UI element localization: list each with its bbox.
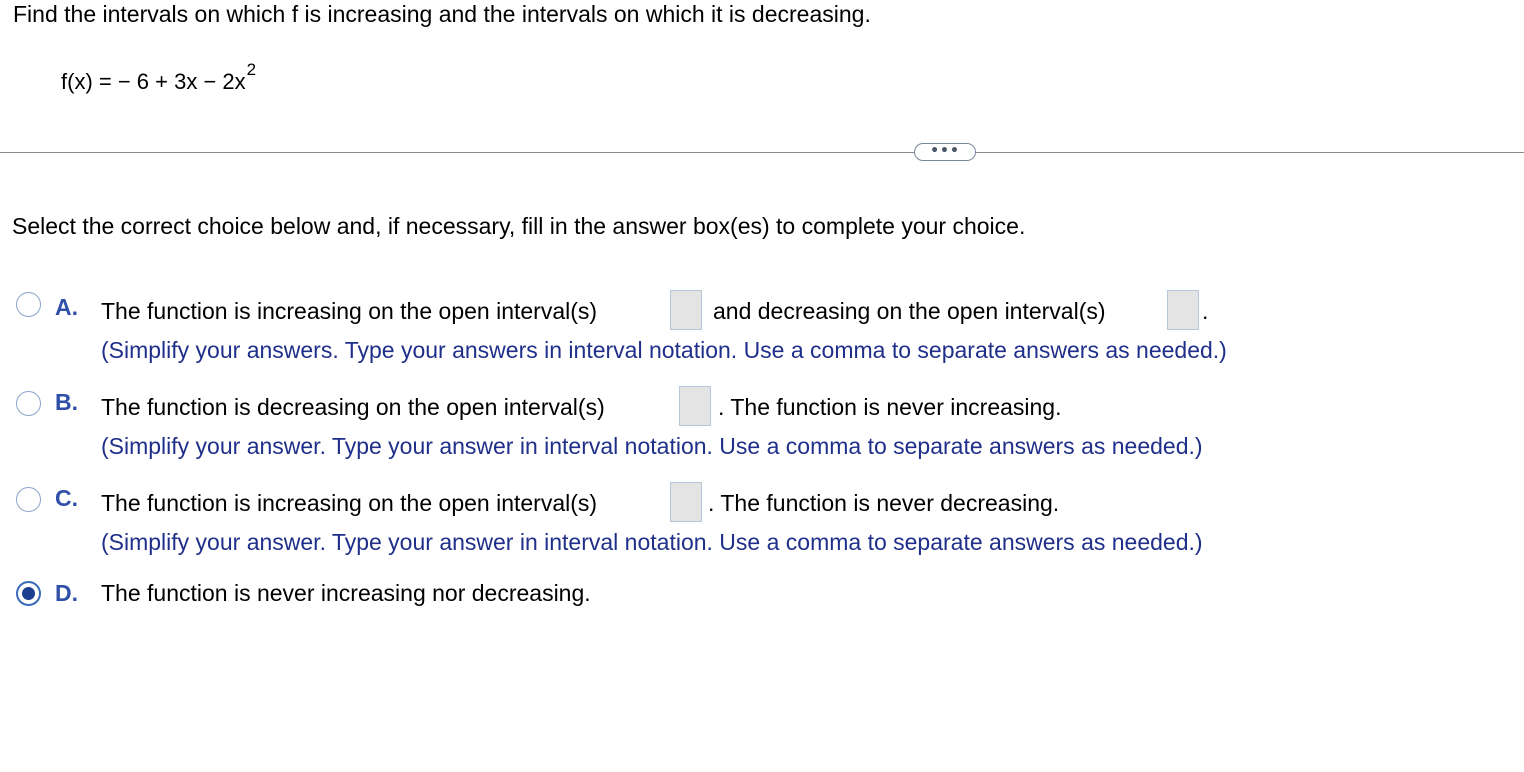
choice-b-hint: (Simplify your answer. Type your answer in interval notation. Use a comma to separate answers as needed.) bbox=[101, 433, 1203, 459]
choice-c-text-part2: . The function is never decreasing. bbox=[708, 490, 1060, 516]
more-options-button[interactable]: ••• bbox=[914, 143, 976, 161]
choice-a-text-part3: . bbox=[1202, 298, 1209, 324]
choice-b-text-part2: . The function is never increasing. bbox=[718, 394, 1062, 420]
choice-a-radio[interactable] bbox=[16, 292, 41, 317]
instruction-text: Select the correct choice below and, if necessary, fill in the answer box(es) to complete your choice. bbox=[12, 213, 1026, 239]
choice-c-radio[interactable] bbox=[16, 487, 41, 512]
choice-a-hint: (Simplify your answers. Type your answers in interval notation. Use a comma to separate answers as needed.) bbox=[101, 337, 1227, 363]
formula-main: f(x) = − 6 + 3x − 2x bbox=[61, 69, 246, 94]
section-divider bbox=[0, 152, 1524, 153]
formula-exponent: 2 bbox=[246, 60, 257, 79]
choice-a-text-part1: The function is increasing on the open interval(s) bbox=[101, 298, 598, 324]
choice-a-increasing-answer-box[interactable] bbox=[670, 290, 702, 330]
choice-c-increasing-answer-box[interactable] bbox=[670, 482, 702, 522]
choice-a-decreasing-answer-box[interactable] bbox=[1167, 290, 1199, 330]
choice-c-text-part1: The function is increasing on the open interval(s) bbox=[101, 490, 598, 516]
choice-b-decreasing-answer-box[interactable] bbox=[679, 386, 711, 426]
choice-a-letter: A. bbox=[55, 294, 78, 320]
question-text: Find the intervals on which f is increasing and the intervals on which it is decreasing. bbox=[13, 1, 871, 27]
choice-a-text-part2: and decreasing on the open interval(s) bbox=[713, 298, 1106, 324]
choice-d-radio[interactable] bbox=[16, 581, 41, 606]
choice-a-text bbox=[101, 297, 597, 325]
choice-d-letter: D. bbox=[55, 580, 78, 606]
choice-b-radio[interactable] bbox=[16, 391, 41, 416]
choice-d-text: The function is never increasing nor decreasing. bbox=[101, 580, 591, 606]
radio-selected-dot bbox=[22, 587, 35, 600]
choice-b-letter: B. bbox=[55, 389, 78, 415]
choice-c-hint: (Simplify your answer. Type your answer in interval notation. Use a comma to separate answers as needed.) bbox=[101, 529, 1203, 555]
choice-b-text-part1: The function is decreasing on the open interval(s) bbox=[101, 394, 605, 420]
choice-c-letter: C. bbox=[55, 485, 78, 511]
function-formula bbox=[61, 60, 257, 98]
